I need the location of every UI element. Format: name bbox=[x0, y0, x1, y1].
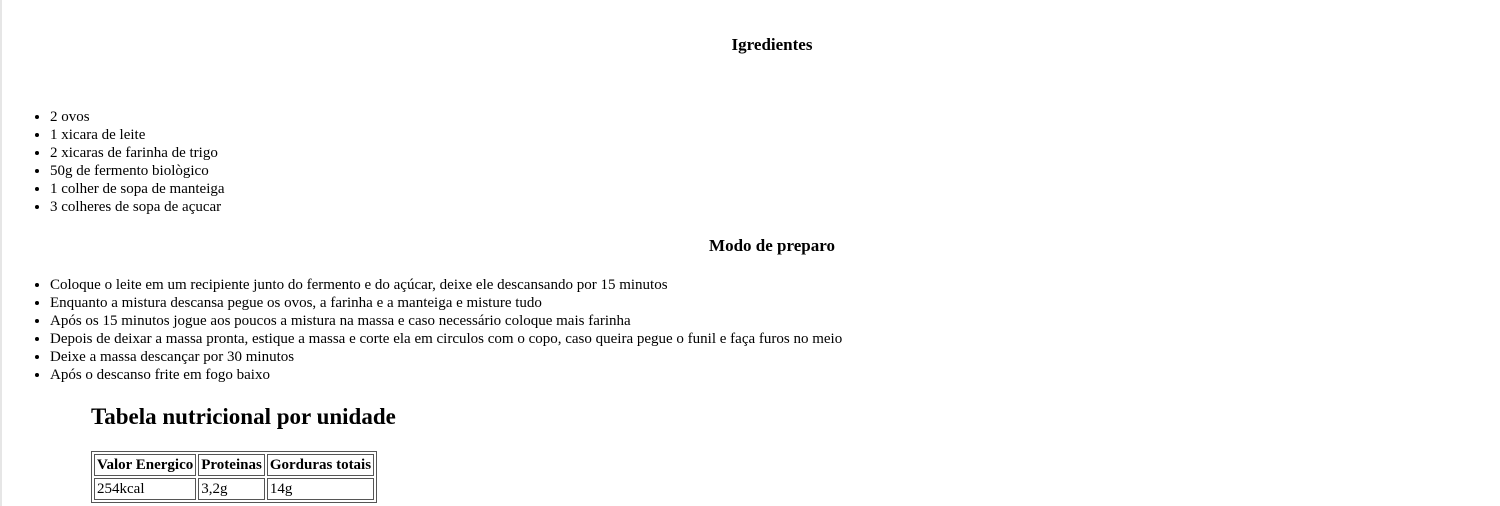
preparation-step: • Depois de deixar a massa pronta, estique a massa e corte ela em circulos com o copo, caso queira pegue o funil e faça furos no meio bbox=[50, 330, 842, 348]
preparation-step: • Após os 15 minutos jogue aos poucos a mistura na massa e caso necessário coloque mais farinha bbox=[50, 312, 842, 330]
nutrition-table bbox=[91, 451, 377, 503]
preparation-list bbox=[2, 276, 842, 384]
header-energy: Valor Energico bbox=[94, 454, 196, 476]
nutrition-heading: Tabela nutricional por unidade bbox=[91, 404, 396, 429]
ingredients-heading: Igredientes bbox=[731, 35, 813, 54]
table-row bbox=[94, 478, 374, 500]
preparation-step: • Coloque o leite em um recipiente junto do fermento e do açúcar, deixe ele descansando por 15 minutos bbox=[50, 276, 842, 294]
header-protein: Proteinas bbox=[198, 454, 265, 476]
cell-fat: 14g bbox=[267, 478, 374, 500]
preparation-step: • Após o descanso frite em fogo baixo bbox=[50, 366, 842, 384]
ingredient-item: • 2 xicaras de farinha de trigo bbox=[50, 144, 225, 162]
cell-energy: 254kcal bbox=[94, 478, 196, 500]
ingredient-item: • 3 colheres de sopa de açucar bbox=[50, 198, 225, 216]
ingredient-item: • 1 xicara de leite bbox=[50, 126, 225, 144]
preparation-step: • Deixe a massa descançar por 30 minutos bbox=[50, 348, 842, 366]
ingredient-item: • 2 ovos bbox=[50, 108, 225, 126]
ingredient-item: • 1 colher de sopa de manteiga bbox=[50, 180, 225, 198]
preparation-step: • Enquanto a mistura descansa pegue os ovos, a farinha e a manteiga e misture tudo bbox=[50, 294, 842, 312]
ingredient-item: • 50g de fermento biològico bbox=[50, 162, 225, 180]
ingredients-list bbox=[2, 108, 225, 216]
preparation-heading: Modo de preparo bbox=[709, 236, 835, 255]
header-fat: Gorduras totais bbox=[267, 454, 374, 476]
nutrition-header-row bbox=[94, 454, 374, 476]
cell-protein: 3,2g bbox=[198, 478, 265, 500]
